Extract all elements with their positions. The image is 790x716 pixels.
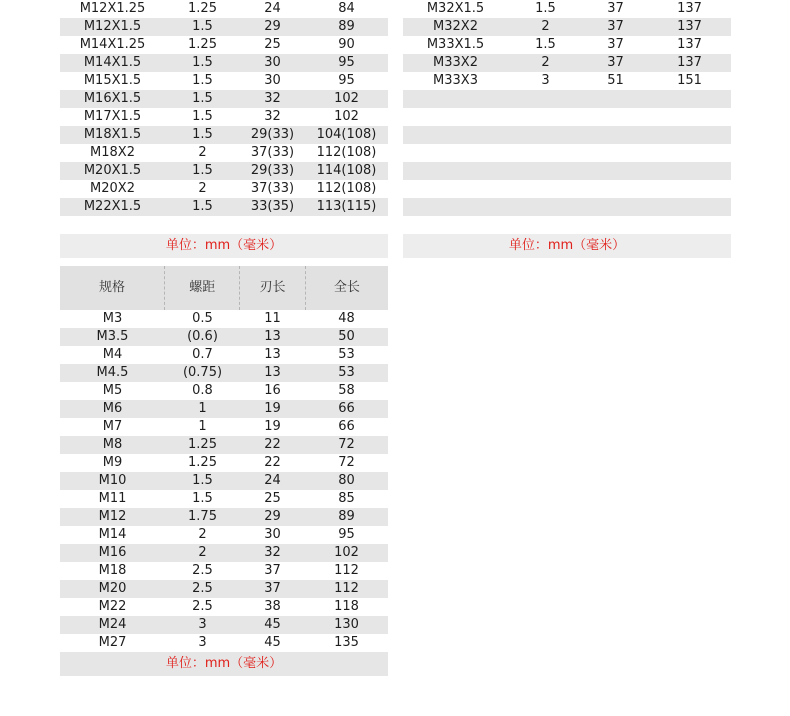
table-cell: 50	[338, 329, 355, 344]
table-cell: 2	[541, 55, 550, 70]
table-cell: 53	[338, 365, 355, 380]
table-row	[403, 90, 731, 108]
table-cell: 1.5	[192, 55, 213, 70]
table-cell: 1.5	[192, 73, 213, 88]
table-cell: M7	[102, 419, 123, 434]
table-cell: M32X1.5	[426, 1, 485, 16]
table-cell: 1.5	[192, 163, 213, 178]
table-cell: M5	[102, 383, 123, 398]
table-cell: 30	[264, 55, 281, 70]
table-cell: 89	[338, 509, 355, 524]
table-cell: M33X2	[433, 55, 478, 70]
table-row	[60, 598, 388, 616]
table-cell: M3	[102, 311, 123, 326]
table-cell: 3	[541, 73, 550, 88]
table-row	[403, 72, 731, 90]
table-row	[60, 72, 388, 90]
table-row	[403, 54, 731, 72]
table-cell	[583, 126, 648, 144]
table-cell: 112(108)	[316, 145, 377, 160]
table-cell: 130	[334, 617, 359, 632]
spec-table-top-left	[60, 0, 388, 258]
table-cell	[508, 90, 583, 108]
table-cell: 1.5	[192, 91, 213, 106]
table-row	[60, 562, 388, 580]
table-cell	[403, 198, 508, 216]
table-row	[403, 18, 731, 36]
table-cell	[648, 180, 731, 198]
table-row	[403, 36, 731, 54]
table-cell: M18X2	[90, 145, 135, 160]
header-blade-length: 刃长	[239, 266, 304, 310]
table-cell: 13	[264, 329, 281, 344]
table-row	[60, 400, 388, 418]
table-row	[60, 108, 388, 126]
table-row	[403, 0, 731, 18]
table-row	[403, 216, 731, 234]
table-cell	[648, 162, 731, 180]
table-cell: M14X1.5	[83, 55, 142, 70]
table-row	[60, 544, 388, 562]
table-cell: 0.5	[192, 311, 213, 326]
table-cell	[403, 162, 508, 180]
table-cell: 33(35)	[250, 199, 295, 214]
table-cell: M12	[98, 509, 127, 524]
table-row	[60, 364, 388, 382]
table-cell: 137	[677, 37, 702, 52]
table-cell: 1.25	[188, 455, 217, 470]
table-cell: 37(33)	[250, 145, 295, 160]
table-row	[60, 126, 388, 144]
table-cell: 1.5	[192, 19, 213, 34]
table-cell: 1	[198, 419, 207, 434]
table-cell: 118	[334, 599, 359, 614]
table-cell: 45	[264, 635, 281, 650]
unit-label: 单位：mm（毫米）	[60, 652, 388, 676]
table-cell: 72	[338, 455, 355, 470]
table-cell	[165, 216, 240, 234]
table-row	[60, 328, 388, 346]
table-row	[60, 36, 388, 54]
table-row	[60, 310, 388, 328]
table-cell: 30	[264, 527, 281, 542]
table-cell: 3	[198, 617, 207, 632]
table-cell: (0.75)	[182, 365, 223, 380]
table-cell: 137	[677, 55, 702, 70]
table-row	[403, 198, 731, 216]
table-cell: 11	[264, 311, 281, 326]
table-cell: 37	[607, 19, 624, 34]
table-cell: 114(108)	[316, 163, 377, 178]
table-cell	[508, 126, 583, 144]
table-cell: 0.8	[192, 383, 213, 398]
table-row	[60, 18, 388, 36]
table-cell: 37	[264, 581, 281, 596]
table-cell: 2	[198, 145, 207, 160]
table-row	[403, 162, 731, 180]
table-row	[60, 418, 388, 436]
table-cell: 32	[264, 109, 281, 124]
table-row	[60, 0, 388, 18]
table-cell	[305, 216, 388, 234]
table-cell: 95	[338, 55, 355, 70]
table-cell: 1.5	[192, 199, 213, 214]
table-cell: 102	[334, 109, 359, 124]
table-cell: 90	[338, 37, 355, 52]
table-cell: M17X1.5	[83, 109, 142, 124]
table-cell	[583, 90, 648, 108]
table-cell: M4.5	[96, 365, 129, 380]
table-cell: 112	[334, 563, 359, 578]
table-cell	[583, 144, 648, 162]
table-row	[403, 108, 731, 126]
table-cell: 29	[264, 19, 281, 34]
table-cell: 80	[338, 473, 355, 488]
table-cell: 29	[264, 509, 281, 524]
table-cell: 32	[264, 545, 281, 560]
table-cell: 37	[264, 563, 281, 578]
table-cell: 137	[677, 1, 702, 16]
table-cell	[648, 126, 731, 144]
table-cell	[648, 144, 731, 162]
table-row	[60, 436, 388, 454]
table-cell: M15X1.5	[83, 73, 142, 88]
table-cell	[508, 216, 583, 234]
table-cell: 102	[334, 91, 359, 106]
table-cell: 22	[264, 437, 281, 452]
table-cell: M20X1.5	[83, 163, 142, 178]
table-row	[60, 454, 388, 472]
table-cell: 38	[264, 599, 281, 614]
table-cell: M4	[102, 347, 123, 362]
table-cell: M18	[98, 563, 127, 578]
table-cell: M12X1.25	[79, 1, 146, 16]
table-cell	[583, 198, 648, 216]
table-cell	[648, 90, 731, 108]
table-cell: M27	[98, 635, 127, 650]
table-cell: 2.5	[192, 563, 213, 578]
table-cell: M6	[102, 401, 123, 416]
table-cell	[508, 162, 583, 180]
table-row	[60, 346, 388, 364]
table-cell: 2	[541, 19, 550, 34]
table-cell: 32	[264, 91, 281, 106]
table-cell: 24	[264, 473, 281, 488]
spec-table-top-right	[403, 0, 731, 258]
table-cell: 104(108)	[316, 127, 377, 142]
table-cell: 1.5	[192, 127, 213, 142]
table-row	[60, 162, 388, 180]
table-cell: M9	[102, 455, 123, 470]
table-cell: 0.7	[192, 347, 213, 362]
table-header	[60, 266, 388, 310]
table-cell	[508, 108, 583, 126]
table-cell: 2	[198, 527, 207, 542]
table-cell: 112	[334, 581, 359, 596]
table-row	[60, 616, 388, 634]
table-row	[403, 144, 731, 162]
table-row	[60, 180, 388, 198]
table-cell	[403, 108, 508, 126]
table-cell: 25	[264, 37, 281, 52]
table-cell: M33X3	[433, 73, 478, 88]
table-row	[60, 508, 388, 526]
table-cell	[403, 90, 508, 108]
table-cell: 95	[338, 527, 355, 542]
table-cell: 37	[607, 37, 624, 52]
table-cell: 1.25	[188, 1, 217, 16]
table-cell: 1.5	[192, 491, 213, 506]
table-cell	[583, 162, 648, 180]
table-row	[60, 472, 388, 490]
table-cell: M22X1.5	[83, 199, 142, 214]
table-cell: 102	[334, 545, 359, 560]
table-cell: 13	[264, 365, 281, 380]
table-cell: 53	[338, 347, 355, 362]
table-cell: 2.5	[192, 581, 213, 596]
table-cell: M20	[98, 581, 127, 596]
table-cell: M8	[102, 437, 123, 452]
table-cell: 22	[264, 455, 281, 470]
table-cell: 151	[677, 73, 702, 88]
table-cell: M14	[98, 527, 127, 542]
table-cell: 51	[607, 73, 624, 88]
table-cell: M33X1.5	[426, 37, 485, 52]
table-cell: 37(33)	[250, 181, 295, 196]
table-cell: 135	[334, 635, 359, 650]
table-cell: 30	[264, 73, 281, 88]
table-cell: 19	[264, 419, 281, 434]
table-cell: 19	[264, 401, 281, 416]
table-cell: M18X1.5	[83, 127, 142, 142]
table-cell	[403, 180, 508, 198]
table-cell: (0.6)	[187, 329, 218, 344]
table-cell	[583, 180, 648, 198]
table-cell: 137	[677, 19, 702, 34]
table-cell: 1	[198, 401, 207, 416]
table-cell: 89	[338, 19, 355, 34]
table-cell: 24	[264, 1, 281, 16]
table-cell: 84	[338, 1, 355, 16]
table-row	[60, 580, 388, 598]
table-cell: M3.5	[96, 329, 129, 344]
table-cell: 2.5	[192, 599, 213, 614]
table-cell: 3	[198, 635, 207, 650]
table-cell	[648, 216, 731, 234]
table-cell: 2	[198, 181, 207, 196]
table-cell: M16X1.5	[83, 91, 142, 106]
table-cell	[508, 198, 583, 216]
table-cell: 66	[338, 401, 355, 416]
table-cell	[508, 180, 583, 198]
table-cell: 2	[198, 545, 207, 560]
unit-label: 单位：mm（毫米）	[403, 234, 731, 258]
header-spec: 规格	[99, 280, 126, 295]
table-cell: 13	[264, 347, 281, 362]
table-cell: M16	[98, 545, 127, 560]
table-cell: M32X2	[433, 19, 478, 34]
table-cell: 1.25	[188, 437, 217, 452]
table-cell: 45	[264, 617, 281, 632]
spec-table-bottom	[60, 266, 388, 676]
table-cell: 95	[338, 73, 355, 88]
table-cell	[60, 216, 165, 234]
table-cell	[240, 216, 305, 234]
table-row	[60, 216, 388, 234]
unit-label: 单位：mm（毫米）	[60, 234, 388, 258]
table-cell: 1.5	[192, 109, 213, 124]
table-cell: M12X1.5	[83, 19, 142, 34]
table-cell: M20X2	[90, 181, 135, 196]
table-row	[60, 54, 388, 72]
table-cell	[403, 216, 508, 234]
table-cell: 1.5	[535, 37, 556, 52]
table-row	[60, 382, 388, 400]
table-cell: 112(108)	[316, 181, 377, 196]
table-cell: 16	[264, 383, 281, 398]
table-cell: M10	[98, 473, 127, 488]
table-cell: 113(115)	[316, 199, 377, 214]
table-cell: 66	[338, 419, 355, 434]
table-cell: 29(33)	[250, 163, 295, 178]
table-cell: M11	[98, 491, 127, 506]
table-row	[60, 634, 388, 652]
table-cell: M14X1.25	[79, 37, 146, 52]
table-cell	[403, 144, 508, 162]
table-cell: 1.75	[188, 509, 217, 524]
table-cell: M22	[98, 599, 127, 614]
table-cell: 37	[607, 1, 624, 16]
table-cell: 58	[338, 383, 355, 398]
table-cell: 29(33)	[250, 127, 295, 142]
header-total-length: 全长	[305, 266, 388, 310]
table-row	[60, 490, 388, 508]
table-row	[403, 126, 731, 144]
table-cell: 25	[264, 491, 281, 506]
table-cell	[508, 144, 583, 162]
table-row	[60, 198, 388, 216]
table-cell	[583, 216, 648, 234]
table-cell: 72	[338, 437, 355, 452]
table-row	[60, 144, 388, 162]
table-cell	[648, 108, 731, 126]
table-row	[60, 90, 388, 108]
table-cell: 1.5	[535, 1, 556, 16]
table-cell	[583, 108, 648, 126]
table-cell: 1.5	[192, 473, 213, 488]
table-cell: 37	[607, 55, 624, 70]
table-cell: 85	[338, 491, 355, 506]
table-cell: 1.25	[188, 37, 217, 52]
table-row	[60, 526, 388, 544]
header-pitch: 螺距	[164, 266, 239, 310]
table-cell	[403, 126, 508, 144]
table-cell	[648, 198, 731, 216]
table-cell: M24	[98, 617, 127, 632]
table-row	[403, 180, 731, 198]
table-cell: 48	[338, 311, 355, 326]
